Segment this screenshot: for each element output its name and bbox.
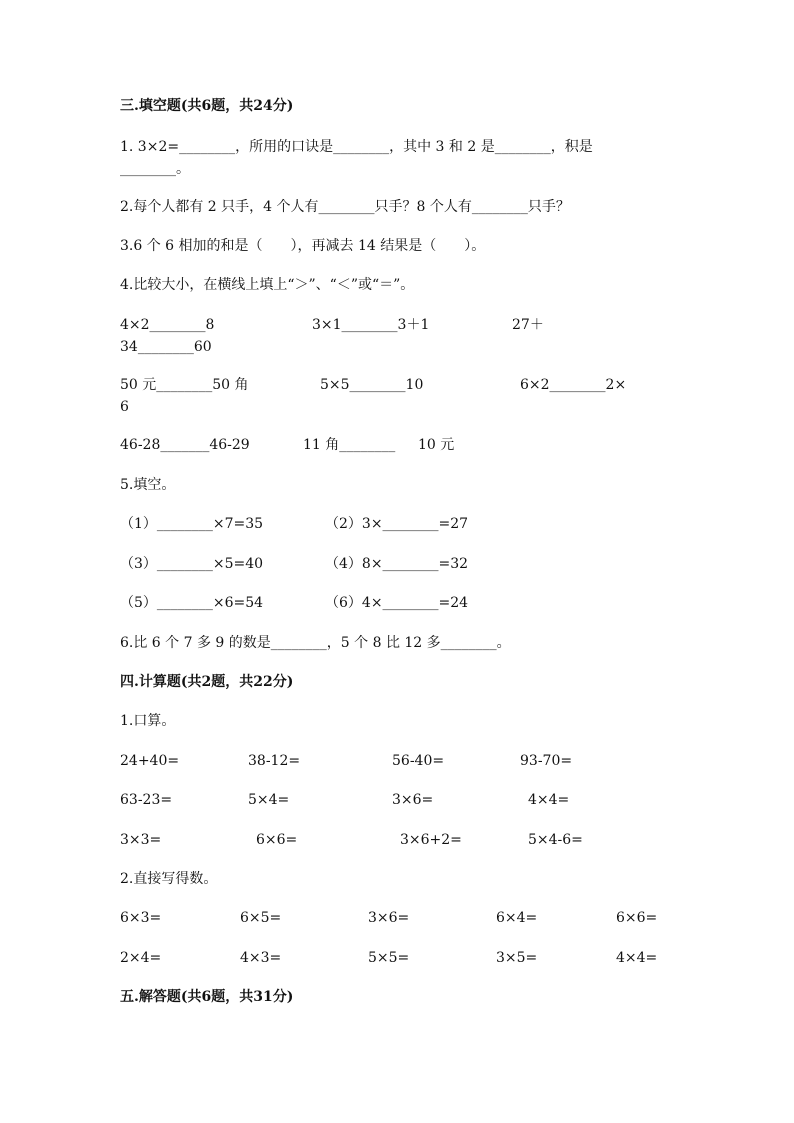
question-3-5: 5.填空。 — [120, 477, 176, 493]
calc-item: 6×4= — [496, 910, 538, 926]
fill-item: （2）3×________=27 — [325, 516, 469, 532]
calc-item: 38-12= — [248, 753, 301, 769]
fill-item: （1）________×7=35 — [120, 516, 264, 532]
calc-item: 4×4= — [528, 792, 570, 808]
calc-item: 6×6= — [616, 910, 658, 926]
fill-item: （4）8×________=32 — [325, 556, 469, 572]
calc-item: 4×3= — [240, 950, 282, 966]
compare-item: 5×5________10 — [320, 377, 424, 393]
calc-item: 4×4= — [616, 950, 658, 966]
compare-item: 3×1________3＋1 — [312, 317, 430, 333]
question-3-1-line-1: 1. 3×2=________，所用的口诀是________，其中 3 和 2 是________，积是 — [120, 139, 593, 155]
compare-item: 10 元 — [418, 437, 455, 453]
compare-item: 6×2________2× — [520, 377, 627, 393]
question-3-4: 4.比较大小，在横线上填上“＞”、“＜”或“＝”。 — [120, 277, 415, 293]
compare-item: 6 — [120, 399, 129, 415]
question-4-1: 1.口算。 — [120, 713, 176, 729]
fill-item: （5）________×6=54 — [120, 595, 264, 611]
calc-item: 3×6+2= — [400, 832, 462, 848]
compare-item: 46-28_______46-29 — [120, 437, 250, 453]
calc-item: 5×4-6= — [528, 832, 583, 848]
calc-item: 3×6= — [392, 792, 434, 808]
calc-item: 3×6= — [368, 910, 410, 926]
calc-item: 93-70= — [520, 753, 573, 769]
calc-item: 3×3= — [120, 832, 162, 848]
fill-item: （3）________×5=40 — [120, 556, 264, 572]
calc-item: 56-40= — [392, 753, 445, 769]
compare-item: 4×2________8 — [120, 317, 215, 333]
section-5-title: 五.解答题(共6题，共31分) — [120, 989, 294, 1005]
calc-item: 6×5= — [240, 910, 282, 926]
section-3-title: 三.填空题(共6题，共24分) — [120, 98, 294, 114]
compare-item: 34________60 — [120, 339, 212, 355]
question-3-3: 3.6 个 6 相加的和是（ ），再减去 14 结果是（ ）。 — [120, 238, 486, 254]
question-3-6: 6.比 6 个 7 多 9 的数是________，5 个 8 比 12 多________。 — [120, 635, 511, 651]
fill-item: （6）4×________=24 — [325, 595, 469, 611]
compare-item: 11 角________ — [303, 437, 396, 453]
compare-item: 27＋ — [512, 317, 544, 333]
calc-item: 24+40= — [120, 753, 180, 769]
calc-item: 6×6= — [256, 832, 298, 848]
calc-item: 5×5= — [368, 950, 410, 966]
calc-item: 63-23= — [120, 792, 173, 808]
calc-item: 2×4= — [120, 950, 162, 966]
calc-item: 6×3= — [120, 910, 162, 926]
calc-item: 3×5= — [496, 950, 538, 966]
section-4-title: 四.计算题(共2题，共22分) — [120, 674, 294, 690]
calc-item: 5×4= — [248, 792, 290, 808]
question-3-1-line-2: ________。 — [120, 161, 190, 177]
question-3-2: 2.每个人都有 2 只手，4 个人有________只手？8 个人有________只手？ — [120, 199, 570, 215]
compare-item: 50 元________50 角 — [120, 377, 249, 393]
question-4-2: 2.直接写得数。 — [120, 871, 218, 887]
